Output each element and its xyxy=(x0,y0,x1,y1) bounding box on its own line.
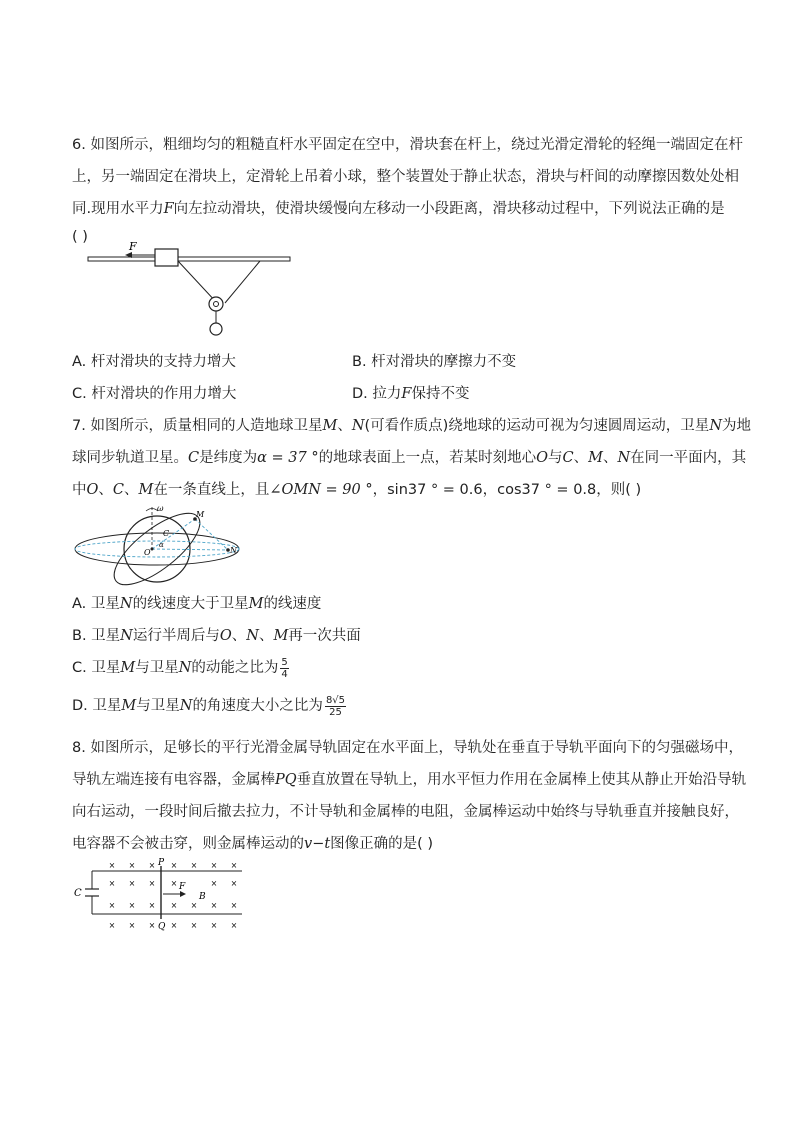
small-ball xyxy=(210,323,222,335)
field-cross: × xyxy=(170,901,178,910)
q6-option-d: D. 拉力F保持不变 xyxy=(352,386,470,402)
slider-block xyxy=(155,249,178,266)
field-cross: × xyxy=(210,861,218,870)
q7-line-3: 中O、C、M在一条直线上，且∠OMN = 90 °，sin37 ° = 0.6，cos37 ° = 0.8，则( ) xyxy=(72,482,642,498)
svg-text:F: F xyxy=(179,882,186,892)
field-cross: × xyxy=(128,861,136,870)
field-cross: × xyxy=(128,921,136,930)
field-cross: × xyxy=(210,921,218,930)
field-cross: × xyxy=(108,861,116,870)
field-cross: × xyxy=(148,861,156,870)
rope-left xyxy=(178,261,217,303)
q7-line-1: 7. 如图所示，质量相同的人造地球卫星M、N(可看作质点)绕地球的运动可视为匀速圆周运动，卫星N为地 xyxy=(72,418,751,434)
q6-line-3: 同.现用水平力F向左拉动滑块，使滑块缓慢向左移动一小段距离，滑块移动过程中，下列说法正确的是 xyxy=(72,201,725,217)
q6-line-4: ( ) xyxy=(72,229,88,245)
svg-text:O: O xyxy=(144,548,151,557)
field-cross: × xyxy=(190,901,198,910)
field-cross: × xyxy=(190,921,198,930)
field-cross: × xyxy=(148,901,156,910)
equator-plane xyxy=(75,541,239,557)
pulley xyxy=(209,297,223,311)
q7-option-b: B. 卫星N运行半周后与O、N、M再一次共面 xyxy=(72,628,361,644)
q6-line-1: 6. 如图所示，粗细均匀的粗糙直杆水平固定在空中，滑块套在杆上，绕过光滑定滑轮的轻绳一端固定在杆 xyxy=(72,137,743,153)
field-cross: × xyxy=(108,921,116,930)
svg-text:B: B xyxy=(199,892,206,902)
svg-text:C: C xyxy=(74,888,82,899)
q7-figure xyxy=(72,502,252,588)
svg-text:ω: ω xyxy=(157,504,164,513)
svg-text:M: M xyxy=(196,510,205,519)
field-cross: × xyxy=(148,879,156,888)
earth xyxy=(124,516,190,582)
q6-option-a: A. 杆对滑块的支持力增大 xyxy=(72,354,236,370)
q6-line-2: 上，另一端固定在滑块上，定滑轮上吊着小球，整个装置处于静止状态，滑块与杆间的动摩擦因数处处相 xyxy=(72,169,739,185)
field-cross: × xyxy=(230,879,238,888)
q7-option-d: D. 卫星M与卫星N的角速度大小之比为 $\frac{8√5}{25}$ xyxy=(72,694,346,718)
svg-text:C: C xyxy=(163,529,170,538)
var-F: F xyxy=(163,201,174,217)
fraction-8sqrt5-25: $\frac{8√5}{25}$ xyxy=(325,694,346,718)
q6-option-b: B. 杆对滑块的摩擦力不变 xyxy=(352,354,517,370)
q8-line-4: 电容器不会被击穿，则金属棒运动的v−t图像正确的是( ) xyxy=(72,836,434,852)
q8-line-3: 向右运动，一段时间后撤去拉力，不计导轨和金属棒的电阻，金属棒运动中始终与导轨垂直并接触良好， xyxy=(72,804,739,820)
svg-text:N: N xyxy=(230,546,237,555)
q7-option-c: C. 卫星M与卫星N的动能之比为 $\frac{5}{4}$ xyxy=(72,656,288,680)
field-cross: × xyxy=(230,861,238,870)
field-cross: × xyxy=(210,901,218,910)
q8-line-1: 8. 如图所示，足够长的平行光滑金属导轨固定在水平面上，导轨处在垂直于导轨平面向下的匀强磁场中， xyxy=(72,740,743,756)
svg-text:α: α xyxy=(159,541,164,549)
q8-line-2: 导轨左端连接有电容器，金属棒PQ垂直放置在导轨上，用水平恒力作用在金属棒上使其从静止开始沿导轨 xyxy=(72,772,747,788)
rod xyxy=(88,257,290,261)
field-cross: × xyxy=(170,921,178,930)
field-cross: × xyxy=(170,879,178,888)
q6-figure xyxy=(85,235,295,340)
q7-line-2: 球同步轨道卫星。C是纬度为α = 37 °的地球表面上一点，若某时刻地心O与C、M、N在同一平面内，其 xyxy=(72,450,747,466)
field-cross: × xyxy=(128,879,136,888)
field-cross: × xyxy=(108,901,116,910)
q8-figure xyxy=(72,856,252,934)
svg-text:P: P xyxy=(158,858,165,868)
field-cross: × xyxy=(230,901,238,910)
q6-option-c: C. 杆对滑块的作用力增大 xyxy=(72,386,237,402)
field-cross: × xyxy=(210,879,218,888)
field-cross: × xyxy=(170,861,178,870)
label-F: F xyxy=(129,240,137,253)
field-cross: × xyxy=(128,901,136,910)
field-cross: × xyxy=(108,879,116,888)
q7-option-a: A. 卫星N的线速度大于卫星M的线速度 xyxy=(72,596,322,612)
svg-text:Q: Q xyxy=(158,922,166,932)
field-cross: × xyxy=(148,921,156,930)
rope-right xyxy=(225,261,260,303)
field-cross: × xyxy=(230,921,238,930)
field-cross: × xyxy=(190,861,198,870)
fraction-5-4: $\frac{5}{4}$ xyxy=(281,656,288,680)
